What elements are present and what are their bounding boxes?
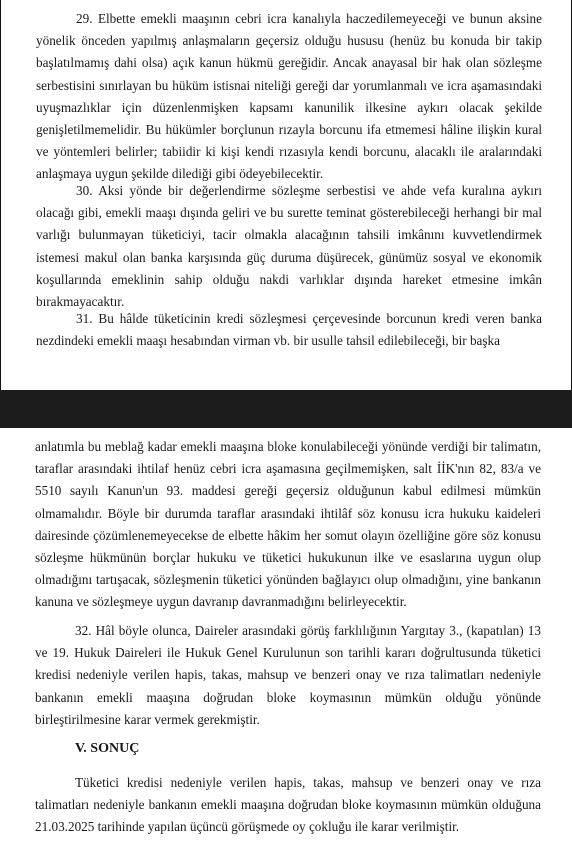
paragraph-30: 30. Aksi yönde bir değerlendirme sözleşme serbestisi ve ahde vefa kuralına aykırı olacağı gibi, emekli maaşı dışında geliri ve bu surette teminat gösterebileceği herhangi bir mal varlığı bulunmayan tüketiciyi, tacir olmakla alacağının tahsili imkânını kuvvetlendirmek istemesi makul olan banka karşısında güç duruma düşürecek, günümüz sosyal ve ekonomik koşullarında emeklinin sahip olduğu nakdi varlıklar dışında hareket etmesine imkân bırakmayacaktır.: [36, 183, 542, 310]
paragraph-31-continued: anlatımla bu meblağ kadar emekli maaşına bloke konulabileceği yönünde verdiği bir talimatın, taraflar arasındaki ihtilaf henüz cebri icra aşamasına geçilmemişken, salt İİK'nın 82, 83/a ve 5510 sayılı Kanun'un 93. maddesi gereği geçersiz olduğunun kabul edilmesi mümkün olmamalıdır. Böyle bir durumda taraflar arasındaki ihtilâf söz konusu icra hukuku kaideleri dairesinde çözümlenemeyecekse de elbette hâkim her somut olayın özelliğine göre söz konusu sözleşme hükmünün borçlar hukuku ve tüketici hukukunun ilke ve esaslarına uygun olup olmadığını tartışacak, sözleşmenin tüketici yönünden bağlayıcı olup olmadığını, yine bankanın kanuna ve sözleşmeye uygun davranıp davranmadığını belirleyecektir.: [35, 439, 541, 610]
document-page-lower: [0, 428, 572, 855]
page-separator: [0, 390, 572, 428]
document-page-upper: [0, 0, 572, 390]
paragraph-31-start: 31. Bu hâlde tüketicinin kredi sözleşmesi çerçevesinde borcunun kredi veren banka nezdindeki emekli maaşı hesabından virman vb. bir usulle tahsil edilebileceği, bir başka: [36, 311, 542, 349]
paragraph-conclusion: Tüketici kredisi nedeniyle verilen hapis, takas, mahsup ve benzeri onay ve rıza talimatları nedeniyle bankanın emekli maaşına doğrudan bloke koymasının mümkün olduğuna 21.03.2025 tarihinde yapılan üçüncü görüşmede oy çokluğu ile karar verilmiştir.: [35, 775, 541, 835]
paragraph-29: 29. Elbette emekli maaşının cebri icra kanalıyla haczedilemeyeceği ve bunun aksine yönelik önceden yapılmış anlaşmaların geçersiz olduğu hususu (henüz bu konuda bir takip başlatılmamış dahi olsa) açık kanun hükmü gereğidir. Ancak anayasal bir hak olan sözleşme serbestisini sınırlayan bu hüküm istisnai niteliği gereği dar yorumlanmalı ve icra aşamasındaki uyuşmazlıklar için düzenlenmişken kapsamı kanunilik ilkesine aykırı olacak şekilde genişletilmemelidir. Bu hükümler borçlunun rızayla borcunu ifa etmemesi hâline ilişkin kural ve yöntemleri belirler; tabiidir ki kişi kendi rızasıyla kendi borcunu, alacaklı ile aralarındaki anlaşmaya uygun şekilde dilediği gibi ödeyebilecektir.: [36, 11, 542, 182]
paragraph-32: 32. Hâl böyle olunca, Daireler arasındaki görüş farklılığının Yargıtay 3., (kapatılan) 13 ve 19. Hukuk Daireleri ile Hukuk Genel Kurulunun son tarihli kararı doğrultusunda tüketici kredisi nedeniyle verilen hapis, takas, mahsup ve benzeri onay ve rıza talimatları nedeniyle bankanın emekli maaşına doğrudan bloke koymasının mümkün olduğu yönünde birleştirilmesine karar vermek gerekmiştir.: [35, 623, 541, 727]
section-heading-conclusion: V. SONUÇ: [75, 741, 140, 756]
